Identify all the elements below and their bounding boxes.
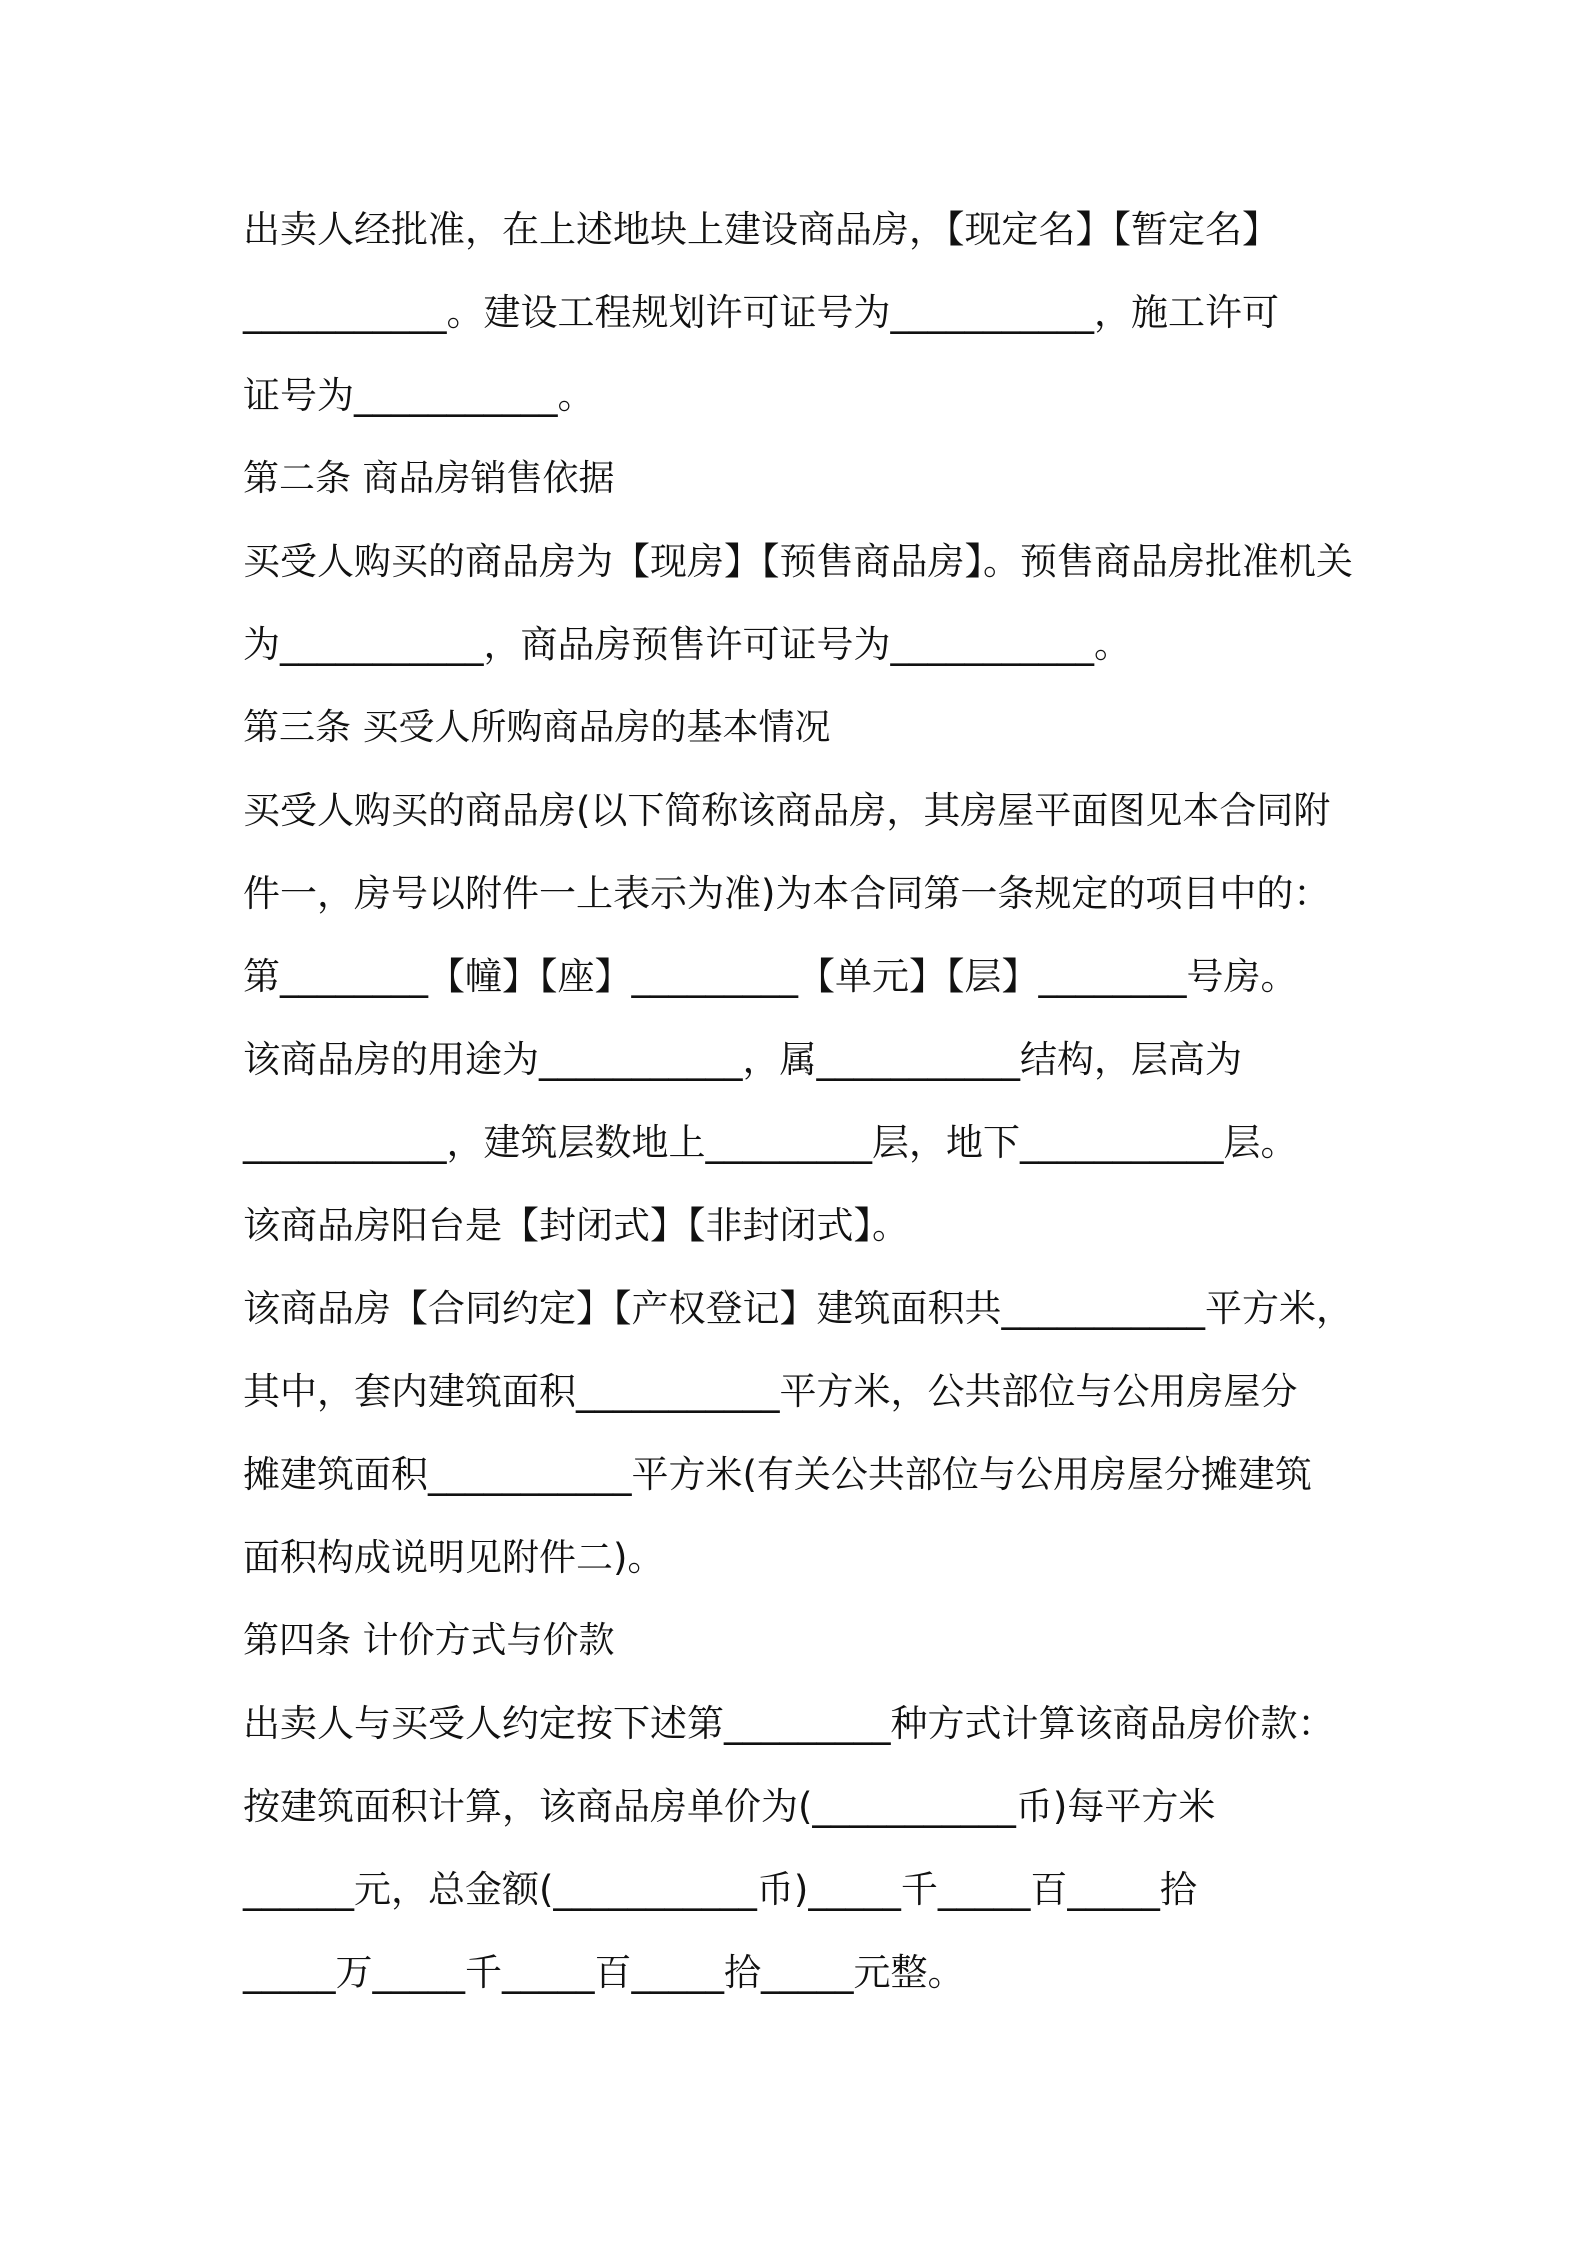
paragraph-line: 其中，套内建筑面积___________平方米，公共部位与公用房屋分 (243, 1370, 1298, 1413)
paragraph-line: 面积构成说明见附件二)。 (243, 1536, 665, 1579)
paragraph-line: ___________。建设工程规划许可证号为___________，施工许可 (243, 291, 1279, 334)
paragraph-line: 出卖人与买受人约定按下述第_________种方式计算该商品房价款： (243, 1702, 1335, 1745)
paragraph-line: _____万_____千_____百_____拾_____元整。 (243, 1951, 965, 1994)
paragraph-line: 件一，房号以附件一上表示为准)为本合同第一条规定的项目中的： (243, 872, 1331, 915)
article-heading: 第四条 计价方式与价款 (243, 1620, 615, 1661)
paragraph-line: 该商品房【合同约定】【产权登记】建筑面积共___________平方米， (243, 1287, 1353, 1330)
paragraph-line: 第________【幢】【座】_________【单元】【层】________号房。 (243, 955, 1298, 998)
paragraph-line: 该商品房的用途为___________，属___________结构，层高为 (243, 1038, 1242, 1081)
paragraph-line: ___________，建筑层数地上_________层，地下___________层。 (243, 1121, 1298, 1164)
paragraph-line: ______元，总金额(___________币)_____千_____百_____拾 (243, 1868, 1197, 1911)
paragraph-line: 买受人购买的商品房(以下简称该商品房，其房屋平面图见本合同附 (243, 789, 1331, 832)
article-heading: 第二条 商品房销售依据 (243, 458, 615, 499)
paragraph-line: 出卖人经批准，在上述地块上建设商品房，【现定名】【暂定名】 (243, 208, 1279, 251)
paragraph-line: 为___________，商品房预售许可证号为___________。 (243, 623, 1131, 666)
paragraph-line: 该商品房阳台是【封闭式】【非封闭式】。 (243, 1204, 909, 1247)
paragraph-line: 按建筑面积计算，该商品房单价为(___________币)每平方米 (243, 1785, 1216, 1828)
article-heading: 第三条 买受人所购商品房的基本情况 (243, 707, 831, 748)
paragraph-line: 买受人购买的商品房为【现房】【预售商品房】。预售商品房批准机关 (243, 540, 1353, 583)
paragraph-line: 摊建筑面积___________平方米(有关公共部位与公用房屋分摊建筑 (243, 1453, 1312, 1496)
paragraph-line: 证号为___________。 (243, 374, 595, 417)
